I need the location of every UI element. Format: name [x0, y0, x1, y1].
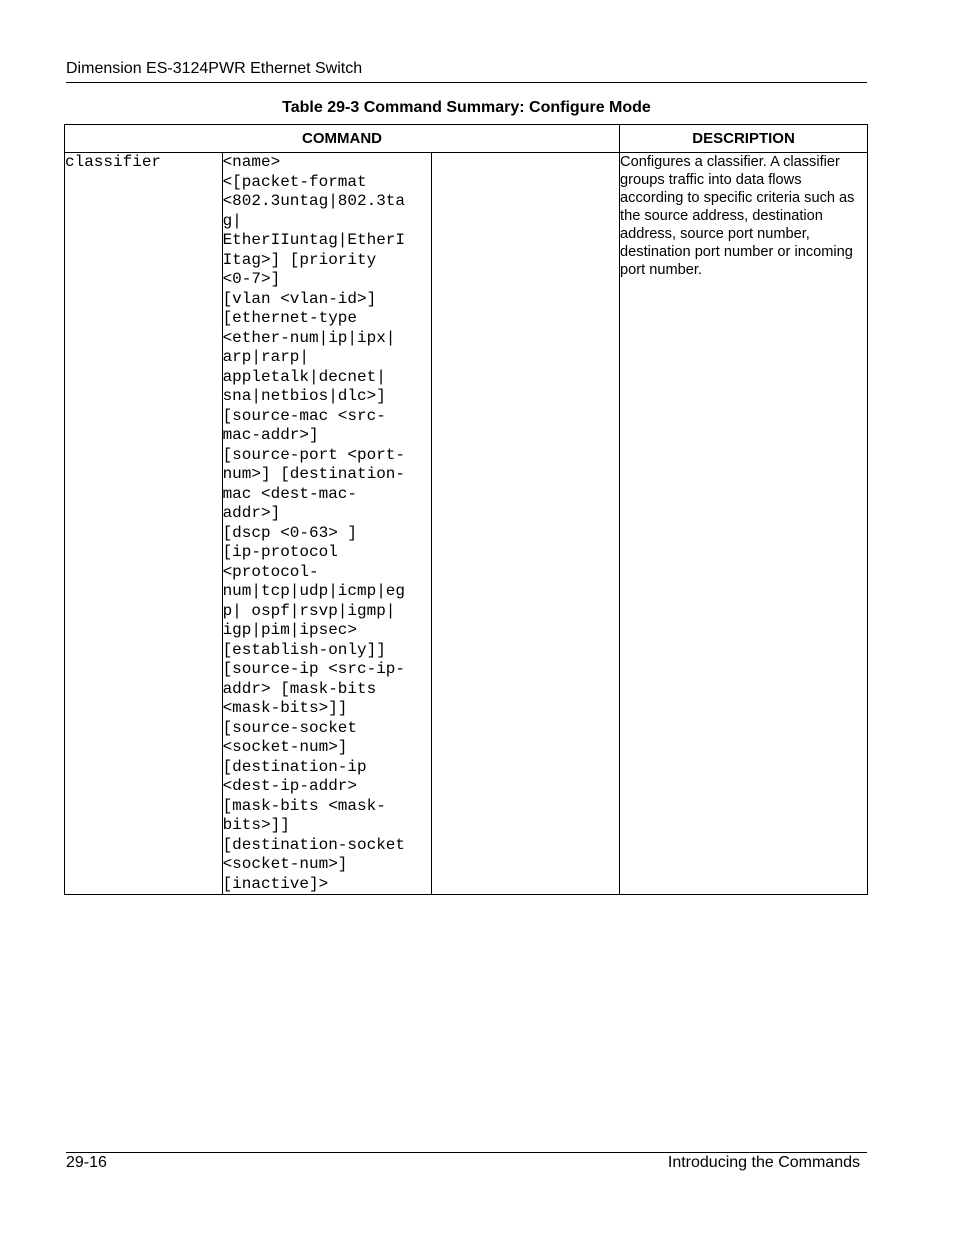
footer-divider — [66, 1152, 867, 1153]
page-number: 29-16 — [66, 1154, 107, 1171]
table-header-row — [65, 125, 868, 153]
page-header-title: Dimension ES-3124PWR Ethernet Switch — [66, 60, 363, 77]
command-extra-cell — [432, 153, 620, 895]
command-name-cell: classifier — [65, 153, 223, 895]
command-description-cell: Configures a classifier. A classifier groups traffic into data flows according to specific criteria such as the source address, destination address, source port number, destination port number or incoming port number. — [620, 153, 868, 895]
chapter-title: Introducing the Commands — [667, 1154, 860, 1171]
description-column-header: DESCRIPTION — [620, 125, 868, 153]
command-column-header: COMMAND — [65, 125, 620, 153]
command-summary-table — [64, 124, 868, 895]
table-caption: Table 29-3 Command Summary: Configure Mode — [282, 99, 651, 116]
command-syntax-cell: <name> <[packet-format <802.3untag|802.3ta g| EtherIIuntag|EtherI Itag>] [priority <0-7>] [vlan <vlan-id>] [ethernet-type <ether-num|ip|ipx| arp|rarp| appletalk|decnet| sna|netbios|dlc>] [source-mac <src- mac-addr>] [source-port <port- num>] [destination- mac <dest-mac- addr>] [dscp <0-63> ] [ip-protocol <protocol- num|tcp|udp|icmp|eg p| ospf|rsvp|igmp| igp|pim|ipsec> [establish-only]] [source-ip <src-ip- addr> [mask-bits <mask-bits>]] [source-socket <socket-num>] [destination-ip <dest-ip-addr> [mask-bits <mask- bits>]] [destination-socket <socket-num>] [inactive]> — [222, 153, 432, 895]
header-divider — [66, 82, 867, 83]
table-row — [65, 153, 868, 895]
